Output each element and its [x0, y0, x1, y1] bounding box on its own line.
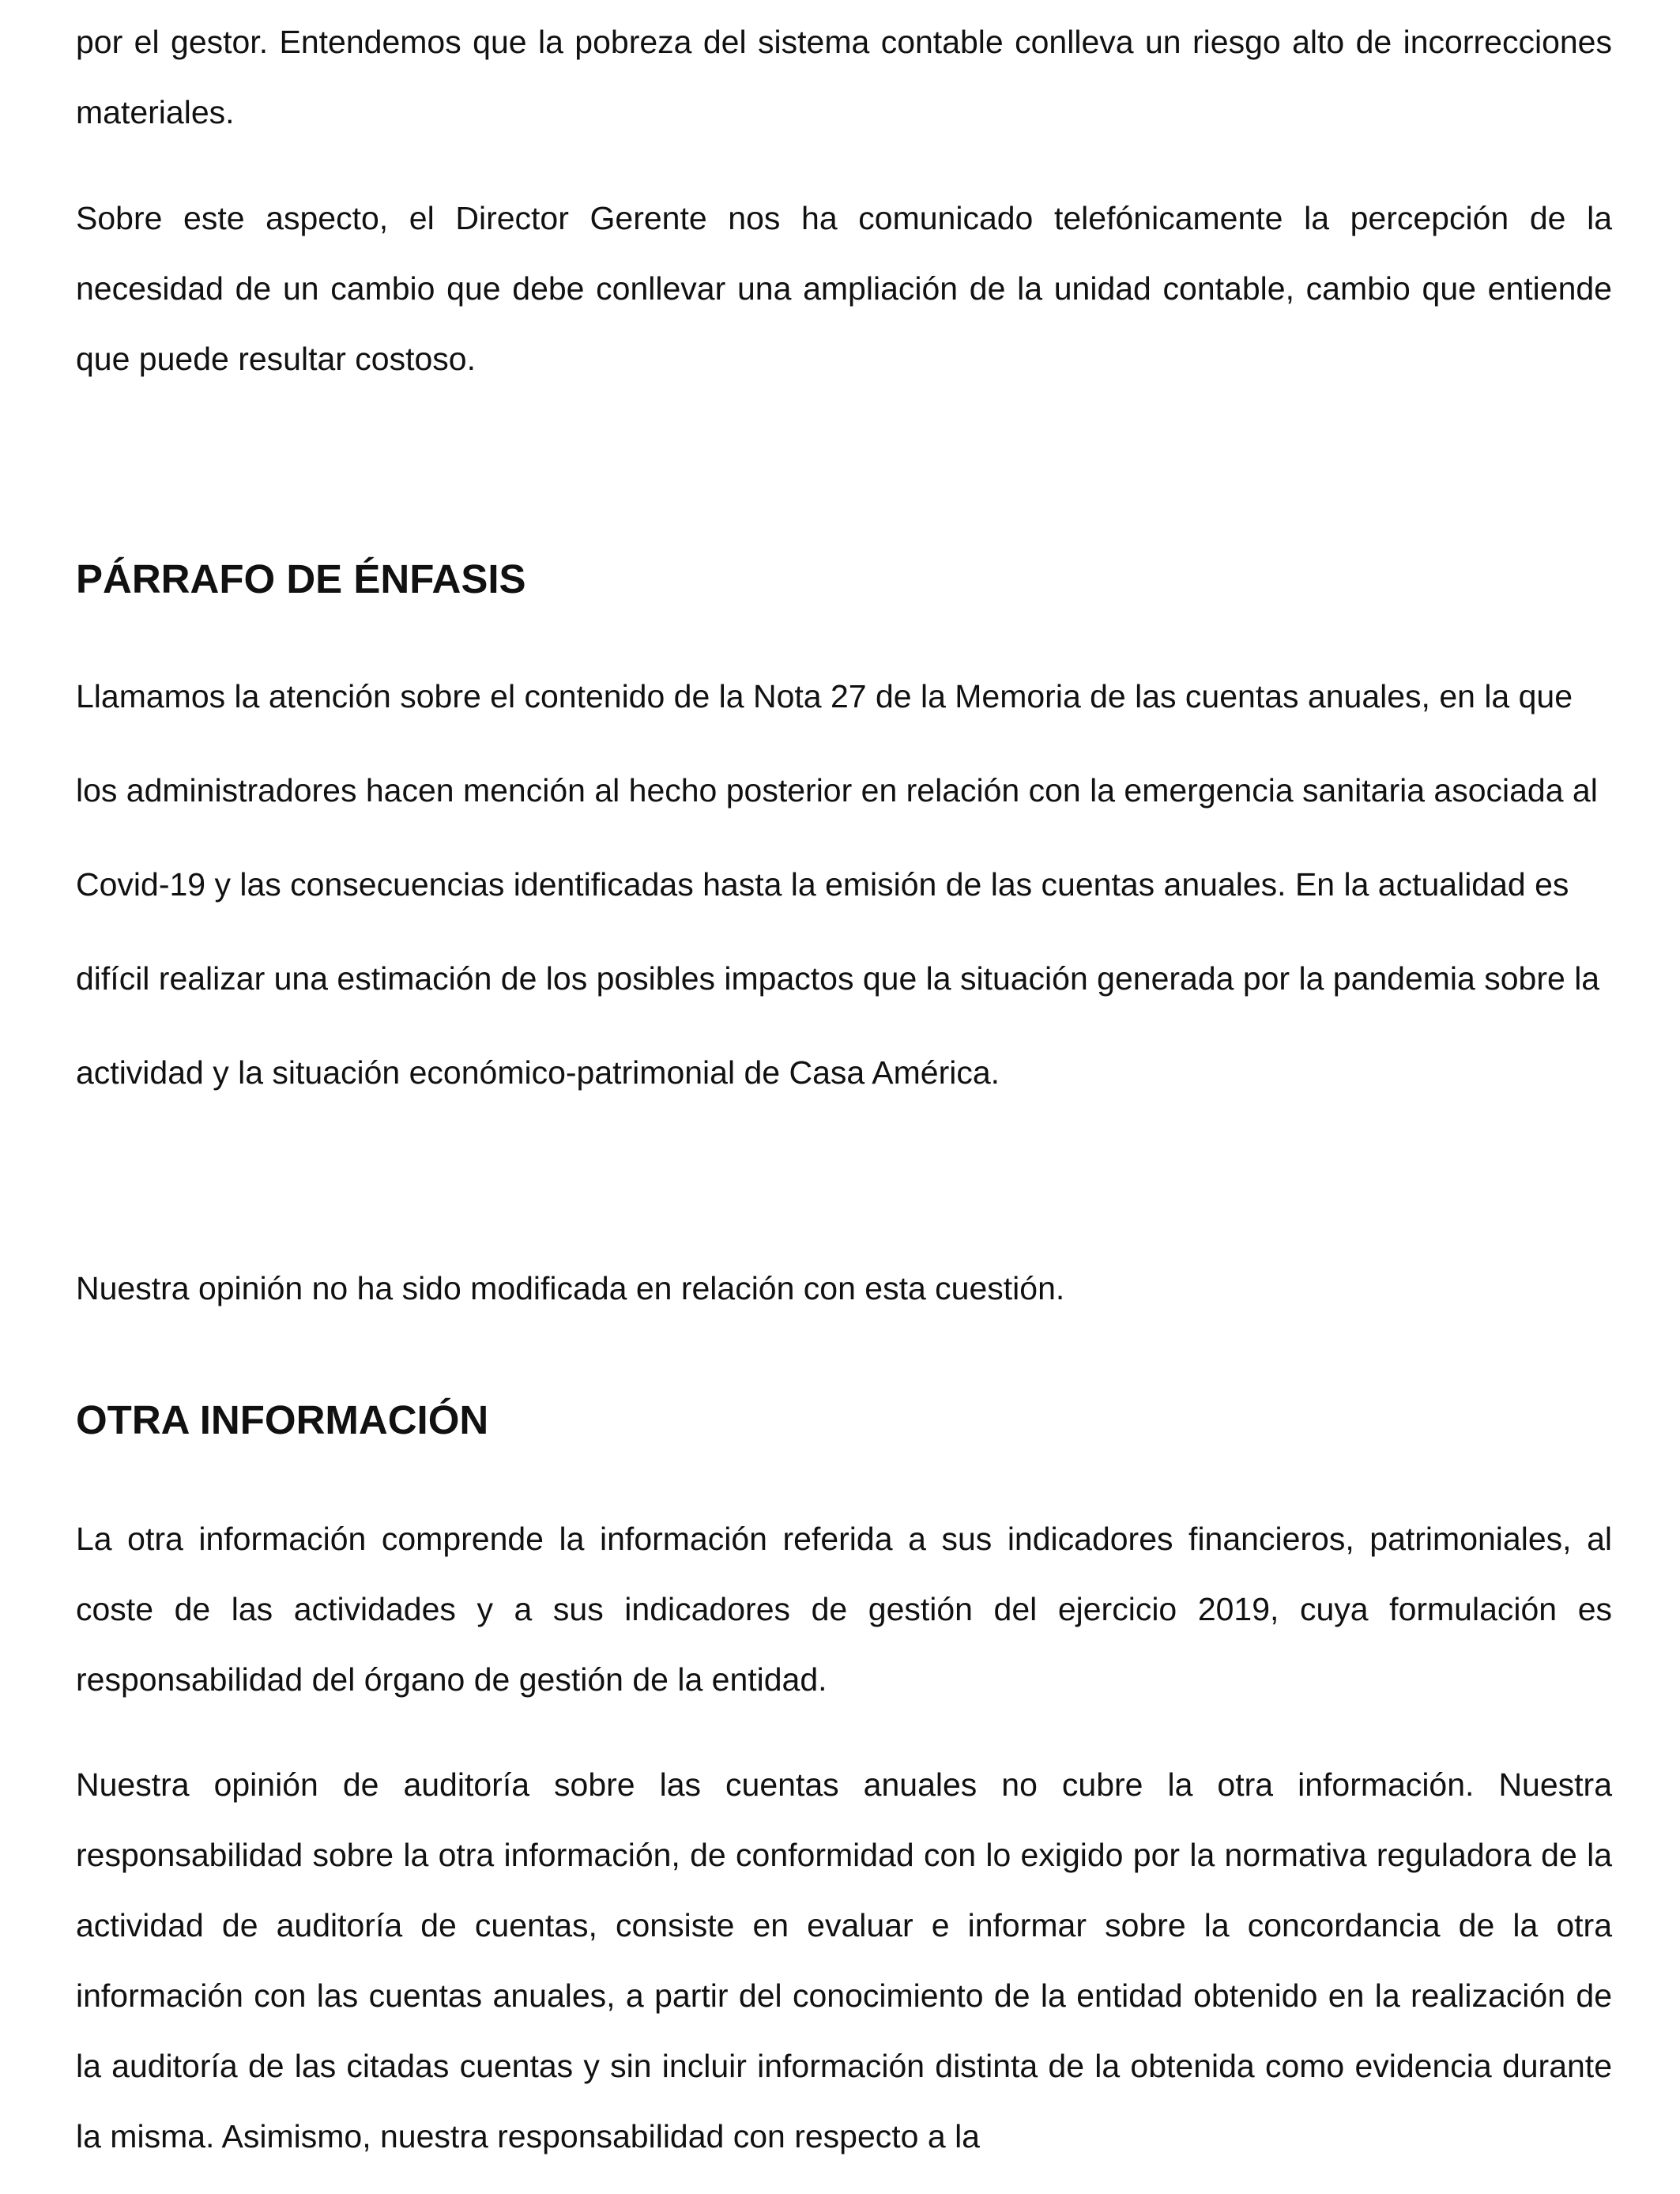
heading-otra-informacion: OTRA INFORMACIÓN: [76, 1397, 489, 1442]
paragraph-other-info-responsibility: Nuestra opinión de auditoría sobre las cuentas anuales no cubre la otra información. Nuestra responsabilidad sobre la otra información, de conformidad con lo exigido por la normativa reguladora de la actividad de auditoría de cuentas, consiste en evaluar e informar sobre la concordancia de la otra información con las cuentas anuales, a partir del conocimiento de la entidad obtenido en la realización de la auditoría de las citadas cuentas y sin incluir información distinta de la obtenida como evidencia durante la misma. Asimismo, nuestra responsabilidad con respecto a la: [76, 1766, 1612, 2154]
paragraph-gestor-intro: por el gestor. Entendemos que la pobreza del sistema contable conlleva un riesgo alto de incorrecciones materiales.: [76, 24, 1612, 130]
paragraph-opinion-unmodified: Nuestra opinión no ha sido modificada en relación con esta cuestión.: [76, 1270, 1065, 1306]
paragraph-other-info-scope: La otra información comprende la información referida a sus indicadores financieros, patrimoniales, al coste de las actividades y a sus indicadores de gestión del ejercicio 2019, cuya formulación es responsabilidad del órgano de gestión de la entidad.: [76, 1521, 1612, 1698]
paragraph-director-gerente: Sobre este aspecto, el Director Gerente nos ha comunicado telefónicamente la percepción de la necesidad de un cambio que debe conllevar una ampliación de la unidad contable, cambio que entiende que puede resultar costoso.: [76, 200, 1612, 377]
paragraph-emphasis-covid: Llamamos la atención sobre el contenido de la Nota 27 de la Memoria de las cuentas anuales, en la que los administradores hacen mención al hecho posterior en relación con la emergencia sanitaria asociada al Covid-19 y las consecuencias identificadas hasta la emisión de las cuentas anuales. En la actualidad es difícil realizar una estimación de los posibles impactos que la situación generada por la pandemia sobre la actividad y la situación económico-patrimonial de Casa América.: [76, 678, 1600, 1091]
document-page: [76, 0, 1612, 2194]
heading-parrafo-de-enfasis: PÁRRAFO DE ÉNFASIS: [76, 556, 526, 601]
